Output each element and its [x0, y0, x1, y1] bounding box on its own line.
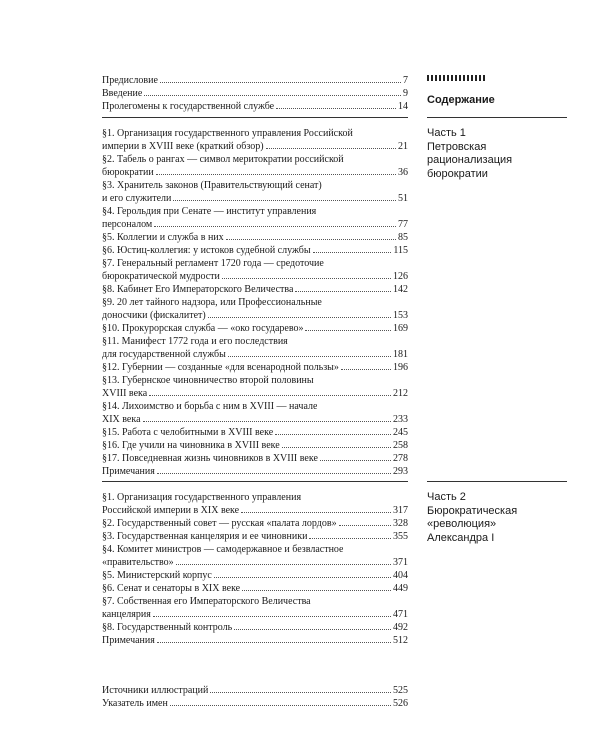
- toc-page-number: 21: [398, 141, 408, 152]
- toc-entry-title: «правительство»: [102, 557, 174, 568]
- dot-leader: [313, 252, 392, 253]
- toc-entry-line[interactable]: [102, 413, 408, 426]
- toc-entry-line[interactable]: [102, 166, 408, 179]
- toc-entry-line[interactable]: [102, 595, 408, 608]
- toc-entry-line[interactable]: [102, 465, 408, 478]
- toc-entry-title: Примечания: [102, 466, 155, 477]
- toc-entry-title: Указатель имен: [102, 698, 168, 709]
- toc-entry-line[interactable]: [102, 244, 408, 257]
- toc-page-number: 196: [393, 362, 408, 373]
- toc-entry-line[interactable]: [102, 348, 408, 361]
- toc-entry-line[interactable]: [102, 543, 408, 556]
- toc-entry-line[interactable]: [102, 218, 408, 231]
- toc-entry-line[interactable]: [102, 127, 408, 140]
- dot-leader: [149, 395, 391, 396]
- dot-leader: [222, 278, 391, 279]
- toc-entry-line[interactable]: [102, 491, 408, 504]
- toc-back: [102, 684, 408, 710]
- toc-page-number: 7: [403, 75, 408, 86]
- dot-leader: [156, 174, 396, 175]
- toc-page-number: 525: [393, 685, 408, 696]
- dot-leader: [241, 512, 391, 513]
- toc-page-number: 36: [398, 167, 408, 178]
- toc-entry-title: §3. Государственная канцелярия и ее чиновники: [102, 531, 308, 542]
- toc-entry-line[interactable]: [102, 504, 408, 517]
- toc-entry-title: §11. Манифест 1772 года и его последствия: [102, 336, 288, 347]
- toc-page-number: 51: [398, 193, 408, 204]
- dot-leader: [153, 616, 391, 617]
- toc-entry-line[interactable]: [102, 634, 408, 647]
- toc-page-number: 233: [393, 414, 408, 425]
- toc-entry-title: империи в XVIII веке (краткий обзор): [102, 141, 264, 152]
- toc-entry-title: §15. Работа с челобитными в XVIII веке: [102, 427, 274, 438]
- toc-entry-title: персоналом: [102, 219, 153, 230]
- toc-entry-title: §5. Коллегии и служба в них: [102, 232, 224, 243]
- toc-entry-title: XVIII века: [102, 388, 148, 399]
- toc-entry-line[interactable]: [102, 621, 408, 634]
- toc-entry-line[interactable]: [102, 582, 408, 595]
- toc-page-number: 258: [393, 440, 408, 451]
- toc-entry-line[interactable]: [102, 387, 408, 400]
- toc-entry-title: бюрократической мудрости: [102, 271, 220, 282]
- toc-page-number: 404: [393, 570, 408, 581]
- toc-entry-title: §2. Государственный совет — русская «палата лордов»: [102, 518, 337, 529]
- toc-entry-title: Предисловие: [102, 75, 158, 86]
- toc-intro: [102, 74, 408, 113]
- dot-leader: [282, 447, 391, 448]
- dot-leader: [210, 692, 391, 693]
- toc-entry-title: §3. Хранитель законов (Правительствующий сенат): [102, 180, 322, 191]
- toc-page-number: 492: [393, 622, 408, 633]
- toc-entry-title: §8. Кабинет Его Императорского Величества: [102, 284, 294, 295]
- dot-leader: [173, 200, 396, 201]
- toc-entry-line[interactable]: [102, 556, 408, 569]
- sidebar-rule-2: [427, 481, 567, 482]
- toc-entry-line[interactable]: [102, 400, 408, 413]
- toc-page-number: 115: [393, 245, 408, 256]
- dot-leader: [275, 434, 391, 435]
- toc-page-number: 293: [393, 466, 408, 477]
- toc-entry-line[interactable]: [102, 335, 408, 348]
- toc-entry-line[interactable]: [102, 140, 408, 153]
- toc-entry-title: §6. Юстиц-коллегия: у истоков судебной службы: [102, 245, 311, 256]
- dot-leader: [305, 330, 391, 331]
- toc-entry-title: Пролегомены к государственной службе: [102, 101, 275, 112]
- toc-entry-title: §1. Организация государственного управления Российской: [102, 128, 353, 139]
- toc-entry-title: §1. Организация государственного управления: [102, 492, 302, 503]
- toc-entry-line[interactable]: [102, 569, 408, 582]
- dot-leader: [214, 577, 391, 578]
- toc-entry-title: §14. Лихоимство и борьба с ним в XVIII — начале: [102, 401, 318, 412]
- toc-entry-title: канцелярия: [102, 609, 151, 620]
- dot-leader: [170, 705, 391, 706]
- toc-entry-line[interactable]: [102, 697, 408, 710]
- toc-entry-line[interactable]: [102, 270, 408, 283]
- toc-entry-line[interactable]: [102, 283, 408, 296]
- toc-entry-title: §4. Герольдия при Сенате — институт управления: [102, 206, 317, 217]
- dot-leader: [295, 291, 391, 292]
- toc-page-number: 14: [398, 101, 408, 112]
- toc-entry-title: §16. Где учили на чиновника в XVIII веке: [102, 440, 280, 451]
- toc-entry-line[interactable]: [102, 192, 408, 205]
- toc-entry-line[interactable]: [102, 153, 408, 166]
- toc-page-number: 153: [393, 310, 408, 321]
- toc-entry-title: §4. Комитет министров — самодержавное и безвластное: [102, 544, 344, 555]
- toc-entry-title: §7. Генеральный регламент 1720 года — средоточие: [102, 258, 324, 269]
- toc-entry-title: Источники иллюстраций: [102, 685, 209, 696]
- toc-page-number: 77: [398, 219, 408, 230]
- toc-entry-title: §8. Государственный контроль: [102, 622, 233, 633]
- dot-leader: [339, 525, 391, 526]
- section-rule-2: [102, 481, 408, 482]
- toc-entry-title: §2. Табель о рангах — символ меритократии российской: [102, 154, 344, 165]
- toc-entry-title: §17. Повседневная жизнь чиновников в XVIII веке: [102, 453, 318, 464]
- toc-entry-line[interactable]: [102, 100, 408, 113]
- toc-entry-line[interactable]: [102, 530, 408, 543]
- dot-leader: [143, 421, 391, 422]
- toc-entry-title: §10. Прокурорская служба — «око государево»: [102, 323, 304, 334]
- toc-entry-title: и его служители: [102, 193, 172, 204]
- toc-entry-line[interactable]: [102, 608, 408, 621]
- dot-leader: [226, 239, 396, 240]
- toc-page-number: 471: [393, 609, 408, 620]
- toc-entry-line[interactable]: [102, 452, 408, 465]
- toc-page-number: 512: [393, 635, 408, 646]
- part2-label: Часть 2 Бюрократическая «революция» Александра I: [427, 491, 518, 544]
- toc-entry-line[interactable]: [102, 426, 408, 439]
- dot-leader: [276, 108, 396, 109]
- toc-page-number: 126: [393, 271, 408, 282]
- toc-entry-title: доносчики (фискалитет): [102, 310, 206, 321]
- dot-leader: [160, 82, 401, 83]
- dot-leader: [208, 317, 391, 318]
- dot-leader: [309, 538, 391, 539]
- contents-heading: Содержание: [427, 94, 495, 106]
- toc-entry-title: XIX века: [102, 414, 141, 425]
- toc-page-number: 142: [393, 284, 408, 295]
- toc-page-number: 317: [393, 505, 408, 516]
- dot-leader: [266, 148, 396, 149]
- dot-leader: [157, 473, 391, 474]
- toc-entry-title: §5. Министерский корпус: [102, 570, 212, 581]
- dot-leader: [242, 590, 391, 591]
- toc-entry-line[interactable]: [102, 322, 408, 335]
- toc-page-number: 328: [393, 518, 408, 529]
- toc-entry-title: §9. 20 лет тайного надзора, или Профессиональные: [102, 297, 322, 308]
- toc-entry-title: бюрократии: [102, 167, 154, 178]
- dot-leader: [154, 226, 396, 227]
- toc-page-number: 355: [393, 531, 408, 542]
- toc-page-number: 9: [403, 88, 408, 99]
- toc-entry-line[interactable]: [102, 309, 408, 322]
- dot-leader: [176, 564, 391, 565]
- toc-entry-title: для государственной службы: [102, 349, 226, 360]
- sidebar-rule-1: [427, 117, 567, 118]
- toc-entry-line[interactable]: [102, 517, 408, 530]
- toc-part2: [102, 491, 408, 647]
- part1-label: Часть 1 Петровская рационализация бюрократии: [427, 127, 513, 180]
- dot-leader: [234, 629, 391, 630]
- toc-page-number: 85: [398, 232, 408, 243]
- toc-entry-line[interactable]: [102, 439, 408, 452]
- toc-page-number: 169: [393, 323, 408, 334]
- toc-entry-title: Введение: [102, 88, 143, 99]
- dot-leader: [228, 356, 391, 357]
- dot-leader: [157, 642, 391, 643]
- dot-leader: [341, 369, 391, 370]
- toc-entry-title: §13. Губернское чиновничество второй половины: [102, 375, 314, 386]
- toc-entry-title: §6. Сенат и сенаторы в XIX веке: [102, 583, 241, 594]
- section-rule-1: [102, 117, 408, 118]
- toc-entry-title: §12. Губернии — созданные «для всенародной пользы»: [102, 362, 339, 373]
- toc-entry-title: Примечания: [102, 635, 155, 646]
- toc-entry-line[interactable]: [102, 87, 408, 100]
- toc-entry-line[interactable]: [102, 179, 408, 192]
- toc-page-number: 181: [393, 349, 408, 360]
- toc-entry-title: §7. Собственная его Императорского Величества: [102, 596, 311, 607]
- dot-leader: [320, 460, 391, 461]
- toc-page-number: 449: [393, 583, 408, 594]
- toc-entry-line[interactable]: [102, 74, 408, 87]
- toc-entry-line[interactable]: [102, 296, 408, 309]
- toc-page-number: 245: [393, 427, 408, 438]
- toc-entry-line[interactable]: [102, 205, 408, 218]
- toc-entry-line[interactable]: [102, 231, 408, 244]
- dot-leader: [144, 95, 401, 96]
- toc-page-number: 371: [393, 557, 408, 568]
- toc-part1: [102, 127, 408, 478]
- toc-entry-line[interactable]: [102, 361, 408, 374]
- toc-page-number: 526: [393, 698, 408, 709]
- toc-entry-title: Российской империи в XIX веке: [102, 505, 240, 516]
- heading-marker: [427, 75, 487, 81]
- toc-entry-line[interactable]: [102, 374, 408, 387]
- toc-page-number: 212: [393, 388, 408, 399]
- toc-entry-line[interactable]: [102, 257, 408, 270]
- toc-page-number: 278: [393, 453, 408, 464]
- toc-entry-line[interactable]: [102, 684, 408, 697]
